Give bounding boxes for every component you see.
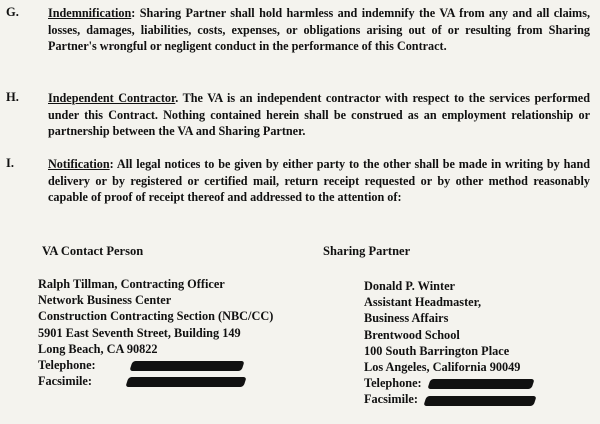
sharing-partner-address xyxy=(364,278,535,408)
clause-text: . The VA is an independent contractor with respect to the services performed under this Contract. Nothing contained herein shall be construed as an employment relationship or partnership between the VA and Sharing Partner. xyxy=(48,91,590,139)
clause-heading: Notification xyxy=(48,157,110,171)
telephone-line xyxy=(38,357,273,373)
redaction-mark xyxy=(427,379,534,389)
clause-letter: I. xyxy=(6,156,14,170)
clause-body xyxy=(48,90,590,140)
address-line: Construction Contracting Section (NBC/CC) xyxy=(38,309,274,324)
telephone-line xyxy=(364,375,535,391)
telephone-label: Telephone: xyxy=(364,376,422,391)
facsimile-label: Facsimile: xyxy=(38,374,92,389)
address-line: Donald P. Winter xyxy=(364,279,455,293)
clause-letter: H. xyxy=(6,90,19,104)
clause-body xyxy=(48,156,590,206)
clause-heading: Indemnification xyxy=(48,6,132,20)
address-line: Assistant Headmaster, xyxy=(364,295,482,310)
sharing-partner-heading: Sharing Partner xyxy=(323,244,411,258)
facsimile-label: Facsimile: xyxy=(364,392,418,407)
va-contact-heading: VA Contact Person xyxy=(42,244,144,258)
address-line: Brentwood School xyxy=(364,327,460,342)
clause-letter: G. xyxy=(6,5,19,19)
clause-text: : Sharing Partner shall hold harmless and indemnify the VA from any and all claims, losses, damages, liabilities, costs, expenses, or obligations arising out of or resulting from Sharing Partner's wrongful or negligent conduct in the performance of this Contract. xyxy=(48,6,590,54)
address-line: 5901 East Seventh Street, Building 149 xyxy=(38,325,241,340)
facsimile-line xyxy=(364,391,535,407)
address-line: Los Angeles, California 90049 xyxy=(364,360,521,375)
address-line: 100 South Barrington Place xyxy=(364,343,510,358)
address-line: Ralph Tillman, Contracting Officer xyxy=(38,277,225,291)
address-line: Network Business Center xyxy=(38,293,172,308)
clause-body xyxy=(48,5,590,55)
redaction-mark xyxy=(125,377,246,387)
clause-text: : All legal notices to be given by either party to the other shall be made in writing by hand delivery or by registered or certified mail, return receipt requested or by other method reasonably capable of proof of receipt thereof and addressed to the attention of: xyxy=(48,157,590,205)
facsimile-line xyxy=(38,373,273,389)
va-contact-address xyxy=(38,276,273,389)
redaction-mark xyxy=(129,361,244,371)
redaction-mark xyxy=(423,396,536,406)
clause-heading: Independent Contractor xyxy=(48,91,176,105)
telephone-label: Telephone: xyxy=(38,358,96,373)
address-line: Long Beach, CA 90822 xyxy=(38,341,158,356)
address-line: Business Affairs xyxy=(364,311,449,326)
